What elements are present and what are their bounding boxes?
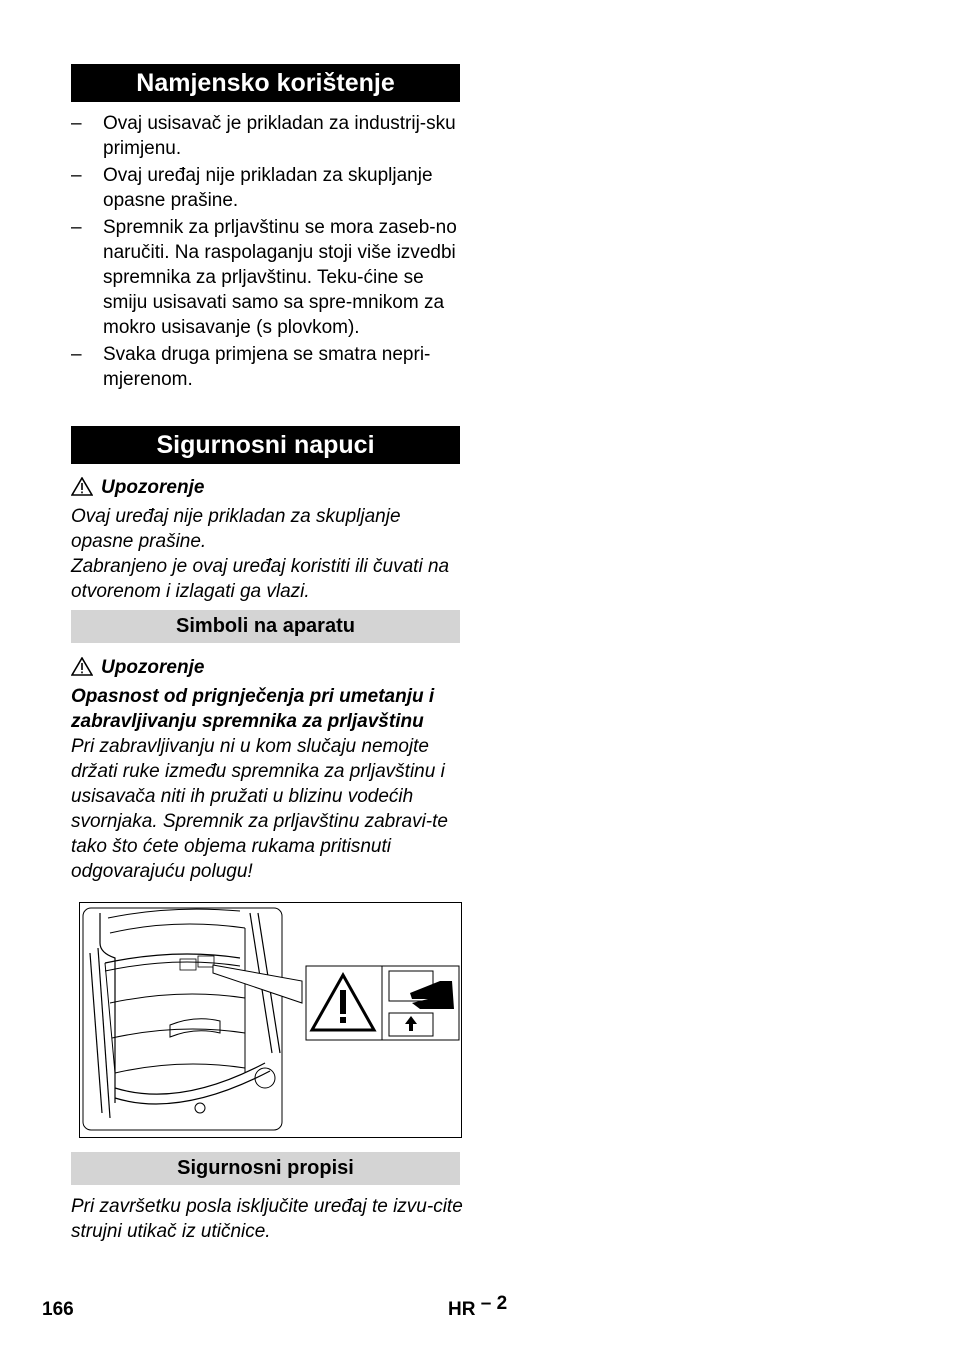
subsection-title-simboli: Simboli na aparatu bbox=[71, 610, 460, 643]
safety-rule-text: Pri završetku posla isključite uređaj te izvu-cite strujni utikač iz utičnice. bbox=[71, 1196, 463, 1242]
section-title-sigurnosni: Sigurnosni napuci bbox=[71, 426, 460, 464]
device-symbol-figure bbox=[79, 902, 462, 1138]
vacuum-illustration bbox=[80, 903, 461, 1137]
list-item: – Ovaj usisavač je prikladan za industrij-sku primjenu. bbox=[71, 113, 456, 159]
subsection-title-propisi: Sigurnosni propisi bbox=[71, 1152, 460, 1185]
list-item: – Ovaj uređaj nije prikladan za skupljanje opasne prašine. bbox=[71, 165, 433, 211]
warning-text-outdoor: Zabranjeno je ovaj uređaj koristiti ili čuvati na otvorenom i izlagati ga vlazi. bbox=[71, 556, 450, 602]
page-number: 166 bbox=[42, 1299, 74, 1320]
usage-bullet-list bbox=[71, 111, 460, 394]
crush-hazard-heading: Opasnost od prignječenja pri umetanju i zabravljivanju spremnika za prljavštinu bbox=[71, 686, 435, 732]
list-item: – Svaka druga primjena se smatra nepri-mjerenom. bbox=[71, 344, 431, 390]
list-item: – Spremnik za prljavštinu se mora zaseb-no naručiti. Na raspolaganju stoji više izvedbi spremnika za prljavštinu. Teku-ćine se smiju usisavati samo sa spre-mnikom za mokro usisavanje (s plovkom). bbox=[71, 217, 457, 338]
crush-hazard-text: Pri zabravljivanju ni u kom slučaju nemojte držati ruke između spremnika za prljavštinu i usisavača niti ih pružati u blizinu vodećih svornjaka. Spremnik za prljavštinu zabravi-te tako što ćete objema rukama pritisnuti odgovarajuću polugu! bbox=[71, 736, 448, 882]
section-title-namjensko: Namjensko korištenje bbox=[71, 64, 460, 102]
warning-heading: Upozorenje bbox=[71, 655, 204, 680]
footer-language-marker: HR – 2 bbox=[448, 1293, 508, 1320]
warning-text-dust: Ovaj uređaj nije prikladan za skupljanje opasne prašine. bbox=[71, 506, 401, 552]
warning-triangle-icon bbox=[71, 477, 93, 496]
warning-heading: Upozorenje bbox=[71, 475, 204, 500]
warning-triangle-icon bbox=[71, 657, 93, 676]
